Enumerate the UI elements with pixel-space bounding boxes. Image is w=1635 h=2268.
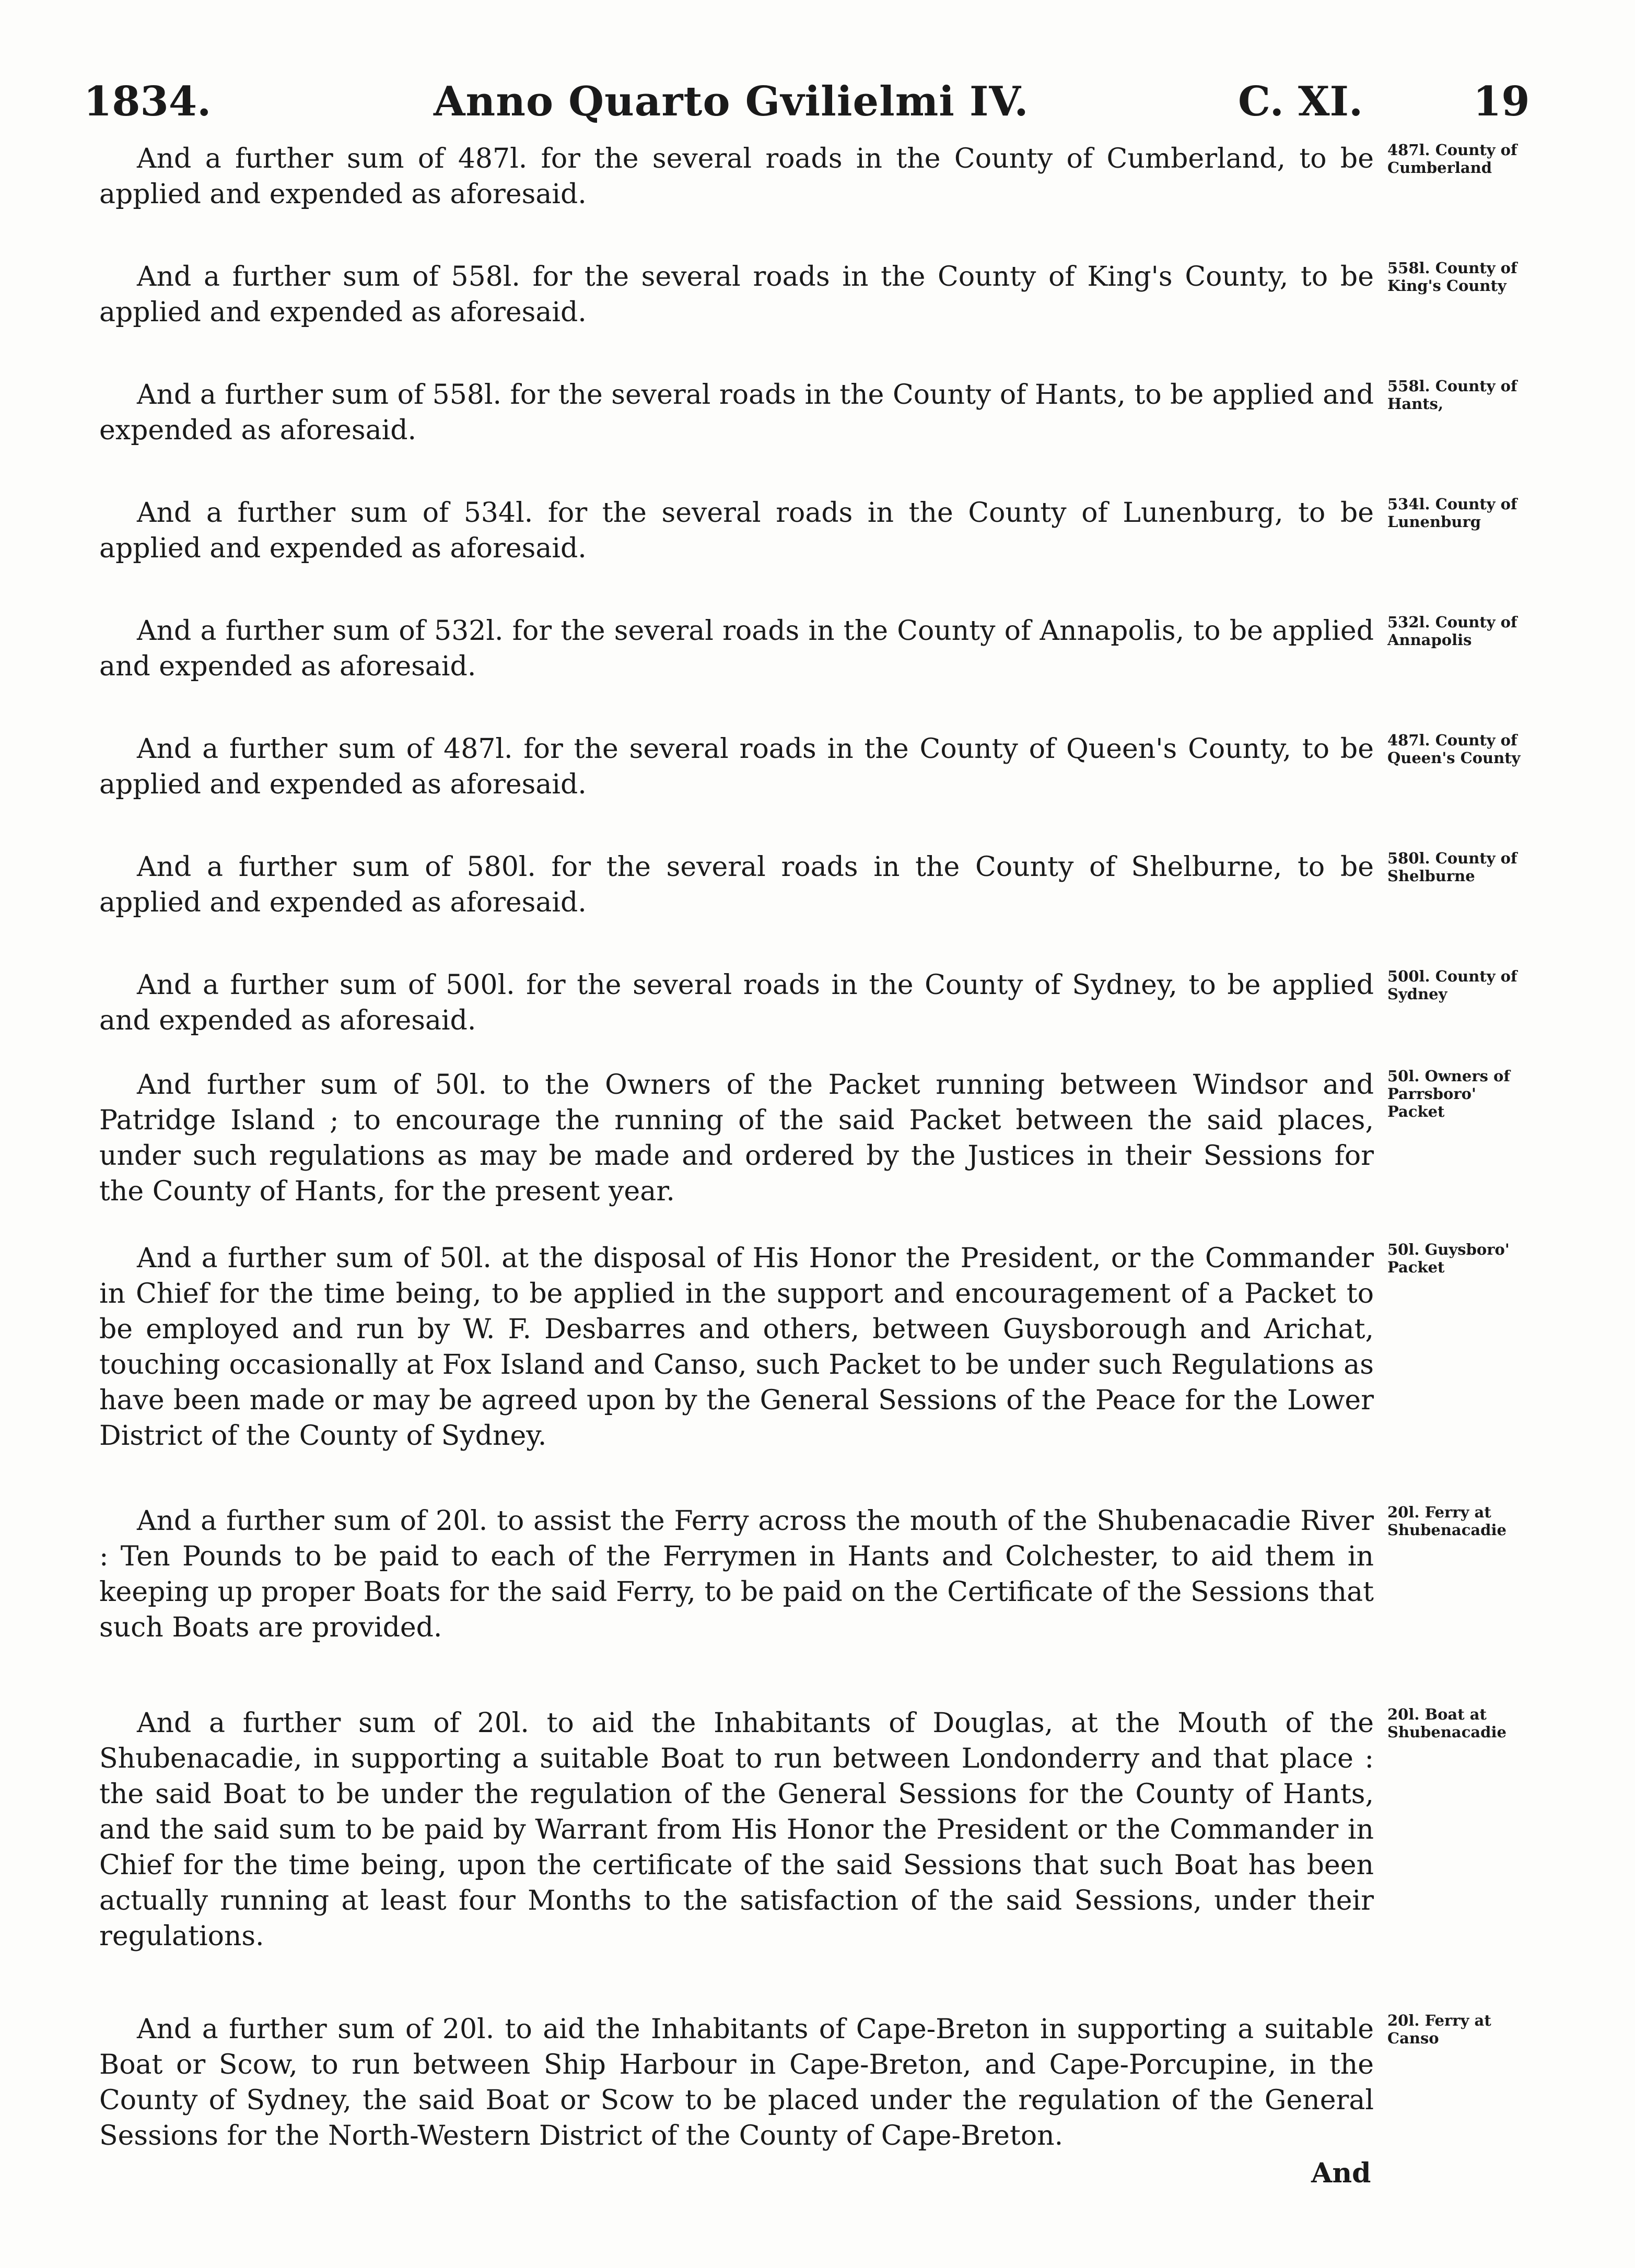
margin-note: 20l. Ferry at Shubenacadie bbox=[1387, 1503, 1506, 1539]
entry-shubenacadie-ferry bbox=[99, 1503, 1531, 1645]
margin-note: 558l. County of King's County bbox=[1387, 259, 1517, 295]
margin-note: 487l. County of Queen's County bbox=[1387, 731, 1521, 767]
margin-note: 534l. County of Lunenburg bbox=[1387, 495, 1517, 531]
margin-note: 580l. County of Shelburne bbox=[1387, 849, 1517, 885]
entry-queens-county bbox=[99, 731, 1531, 802]
header-year: 1834. bbox=[84, 78, 212, 125]
entry-text: And a further sum of 20l. to assist the Ferry across the mouth of the Shubenacadie River : Ten Pounds to be paid to each of the Ferrymen in Hants and Colchester, to aid them in keeping up proper Boats for the said Ferry, to be paid on the Certificate of the Sessions that such Boats are provided. bbox=[99, 1505, 1374, 1643]
page-number: 19 bbox=[1473, 78, 1530, 125]
entry-text: And a further sum of 20l. to aid the Inhabitants of Douglas, at the Mouth of the Shubenacadie, in supporting a suitable Boat to run between Londonderry and that place : the said Boat to be under the regulation of the General Sessions for the County of Hants, and the said sum to be paid by Warrant from His Honor the President or the Commander in Chief for the time being, upon the certificate of the said Sessions that such Boat has been actually running at least four Months to the satisfaction of the said Sessions, under their regulations. bbox=[99, 1708, 1374, 1952]
entry-guysboro-packet bbox=[99, 1241, 1531, 1454]
entry-canso-ferry bbox=[99, 2012, 1531, 2154]
entry-text: And a further sum of 500l. for the several roads in the County of Sydney, to be applied and expended as aforesaid. bbox=[99, 969, 1374, 1036]
entry-text: And a further sum of 487l. for the several roads in the County of Queen's County, to be applied and expended as aforesaid. bbox=[99, 733, 1374, 800]
entry-text: And a further sum of 487l. for the several roads in the County of Cumberland, to be applied and expended as aforesaid. bbox=[99, 143, 1374, 210]
margin-note: 558l. County of Hants, bbox=[1387, 377, 1517, 413]
margin-note: 532l. County of Annapolis bbox=[1387, 613, 1517, 649]
entry-parrsboro-packet bbox=[99, 1067, 1531, 1209]
entry-text: And a further sum of 534l. for the several roads in the County of Lunenburg, to be applied and expended as aforesaid. bbox=[99, 497, 1374, 564]
entry-text: And a further sum of 50l. at the disposal of His Honor the President, or the Commander in Chief for the time being, to be applied in the support and encouragement of a Packet to be employed and run by W. F. Desbarres and others, between Guysborough and Arichat, touching occasionally at Fox Island and Canso, such Packet to be under such Regulations as have been made or may be agreed upon by the General Sessions of the Peace for the Lower District of the County of Sydney. bbox=[99, 1243, 1374, 1452]
entry-shubenacadie-boat bbox=[99, 1705, 1531, 1954]
page-header bbox=[84, 73, 1530, 131]
margin-note: 500l. County of Sydney bbox=[1387, 967, 1517, 1003]
entry-annapolis bbox=[99, 613, 1531, 684]
header-chapter: C. XI. bbox=[1238, 78, 1363, 125]
entry-text: And a further sum of 558l. for the several roads in the County of Hants, to be applied and expended as aforesaid. bbox=[99, 379, 1374, 446]
margin-note: 50l. Owners of Parrsboro' Packet bbox=[1387, 1067, 1510, 1120]
entries-list bbox=[99, 141, 1531, 2154]
entry-text: And a further sum of 558l. for the several roads in the County of King's County, to be applied and expended as aforesaid. bbox=[99, 261, 1374, 328]
margin-note: 20l. Boat at Shubenacadie bbox=[1387, 1705, 1506, 1741]
catchword: And bbox=[1311, 2157, 1371, 2189]
margin-note: 487l. County of Cumberland bbox=[1387, 141, 1517, 177]
entry-kings-county bbox=[99, 259, 1531, 330]
margin-note: 20l. Ferry at Canso bbox=[1387, 2012, 1491, 2047]
entry-text: And further sum of 50l. to the Owners of the Packet running between Windsor and Patridge Island ; to encourage the running of the said Packet between the said places, under such regulations as may be made and ordered by the Justices in their Sessions for the County of Hants, for the present year. bbox=[99, 1069, 1374, 1207]
entry-lunenburg bbox=[99, 495, 1531, 566]
entry-shelburne bbox=[99, 849, 1531, 920]
entry-cumberland bbox=[99, 141, 1531, 212]
entry-text: And a further sum of 20l. to aid the Inhabitants of Cape-Breton in supporting a suitable Boat or Scow, to run between Ship Harbour in Cape-Breton, and Cape-Porcupine, in the County of Sydney, the said Boat or Scow to be placed under the regulation of the General Sessions for the North-Western District of the County of Cape-Breton. bbox=[99, 2014, 1374, 2152]
entry-sydney bbox=[99, 967, 1531, 1038]
margin-note: 50l. Guysboro' Packet bbox=[1387, 1241, 1510, 1276]
header-title: Anno Quarto Gvilielmi IV. bbox=[434, 78, 1029, 125]
entry-text: And a further sum of 532l. for the several roads in the County of Annapolis, to be applied and expended as aforesaid. bbox=[99, 615, 1374, 682]
entry-hants bbox=[99, 377, 1531, 448]
entry-text: And a further sum of 580l. for the several roads in the County of Shelburne, to be applied and expended as aforesaid. bbox=[99, 851, 1374, 918]
